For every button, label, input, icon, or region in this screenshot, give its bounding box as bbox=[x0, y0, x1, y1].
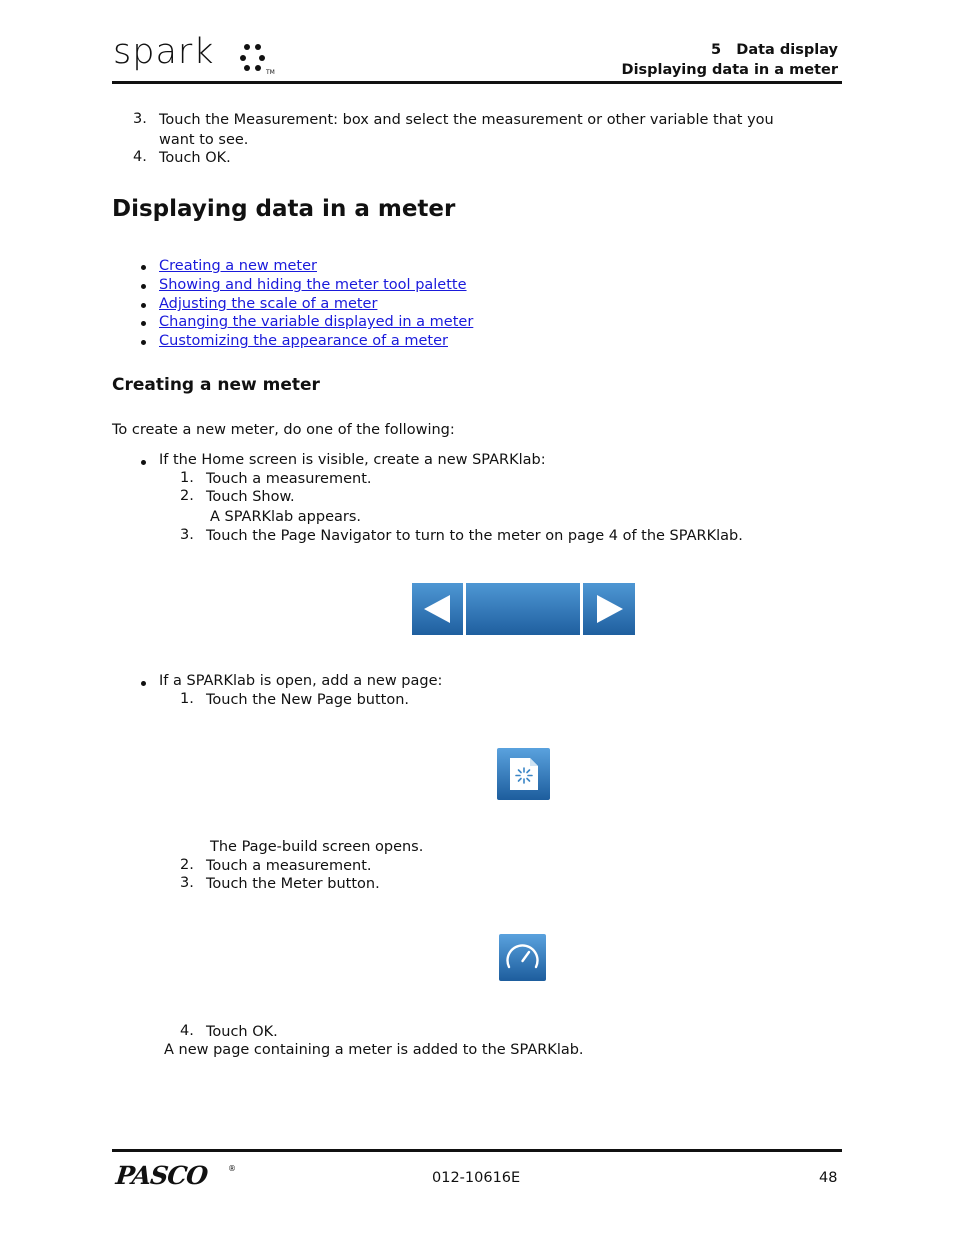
bullet bbox=[141, 303, 146, 308]
option-text: If the Home screen is visible, create a new SPARKlab: bbox=[159, 452, 546, 468]
spark-logo bbox=[113, 32, 283, 78]
bullet bbox=[141, 460, 146, 465]
step-number: 2. bbox=[180, 488, 194, 504]
step-number: 1. bbox=[180, 691, 194, 707]
new-page-button-image bbox=[497, 748, 550, 800]
step-text: Touch Show. bbox=[206, 489, 295, 505]
step-note: The Page-build screen opens. bbox=[210, 839, 424, 855]
step-text: Touch OK. bbox=[206, 1024, 278, 1040]
pasco-logo-text: PASCO bbox=[114, 1161, 209, 1190]
pasco-logo bbox=[114, 1161, 239, 1192]
running-header bbox=[622, 40, 838, 80]
chapter-label: 5 Data display bbox=[711, 42, 838, 58]
page-navigator bbox=[412, 583, 635, 635]
nav-center-panel bbox=[466, 583, 580, 635]
toc-link-palette[interactable]: Showing and hiding the meter tool palette bbox=[159, 277, 467, 293]
bullet bbox=[141, 681, 146, 686]
step-text: Touch the New Page button. bbox=[206, 692, 410, 708]
page-title: Displaying data in a meter bbox=[112, 196, 456, 222]
lead-paragraph: To create a new meter, do one of the following: bbox=[112, 422, 455, 438]
bullet bbox=[141, 340, 146, 345]
page-number: 48 bbox=[819, 1170, 838, 1186]
step-text: Touch a measurement. bbox=[206, 471, 372, 487]
bullet bbox=[141, 284, 146, 289]
footer-rule bbox=[112, 1149, 842, 1152]
toc-link-creating[interactable]: Creating a new meter bbox=[159, 258, 317, 274]
svg-text:TM: TM bbox=[266, 69, 275, 75]
step-number: 2. bbox=[180, 857, 194, 873]
step-number: 4. bbox=[180, 1023, 194, 1039]
toc-link-scale[interactable]: Adjusting the scale of a meter bbox=[159, 296, 378, 312]
step-text: want to see. bbox=[159, 132, 249, 148]
registered-mark: ® bbox=[228, 1164, 236, 1173]
left-arrow-icon bbox=[412, 583, 463, 635]
spark-dots-icon bbox=[239, 43, 283, 75]
nav-prev-button bbox=[412, 583, 463, 635]
result-text: A new page containing a meter is added to the SPARKlab. bbox=[164, 1042, 584, 1058]
bullet bbox=[141, 265, 146, 270]
step-note: A SPARKlab appears. bbox=[210, 509, 362, 525]
section-label: Displaying data in a meter bbox=[621, 62, 838, 78]
step-number: 1. bbox=[180, 470, 194, 486]
bullet bbox=[141, 321, 146, 326]
option-text: If a SPARKlab is open, add a new page: bbox=[159, 673, 443, 689]
doc-number: 012-10616E bbox=[432, 1170, 521, 1186]
meter-gauge-icon bbox=[499, 934, 546, 981]
toc-link-appearance[interactable]: Customizing the appearance of a meter bbox=[159, 333, 448, 349]
step-text: Touch the Meter button. bbox=[206, 876, 380, 892]
logo-text: spark bbox=[113, 32, 215, 72]
step-text: Touch OK. bbox=[159, 150, 231, 166]
step-number: 3. bbox=[180, 875, 194, 891]
step-number: 3. bbox=[133, 111, 147, 127]
toc-link-variable[interactable]: Changing the variable displayed in a meter bbox=[159, 314, 474, 330]
section-heading: Creating a new meter bbox=[112, 375, 320, 395]
step-text: Touch a measurement. bbox=[206, 858, 372, 874]
step-text: Touch the Measurement: box and select the measurement or other variable that you bbox=[159, 112, 774, 128]
step-number: 4. bbox=[133, 149, 147, 165]
new-page-icon bbox=[497, 748, 550, 800]
nav-next-button bbox=[583, 583, 635, 635]
meter-button-image bbox=[499, 934, 546, 981]
header-rule bbox=[112, 81, 842, 84]
step-text: Touch the Page Navigator to turn to the meter on page 4 of the SPARKlab. bbox=[206, 528, 743, 544]
right-arrow-icon bbox=[583, 583, 635, 635]
step-number: 3. bbox=[180, 527, 194, 543]
